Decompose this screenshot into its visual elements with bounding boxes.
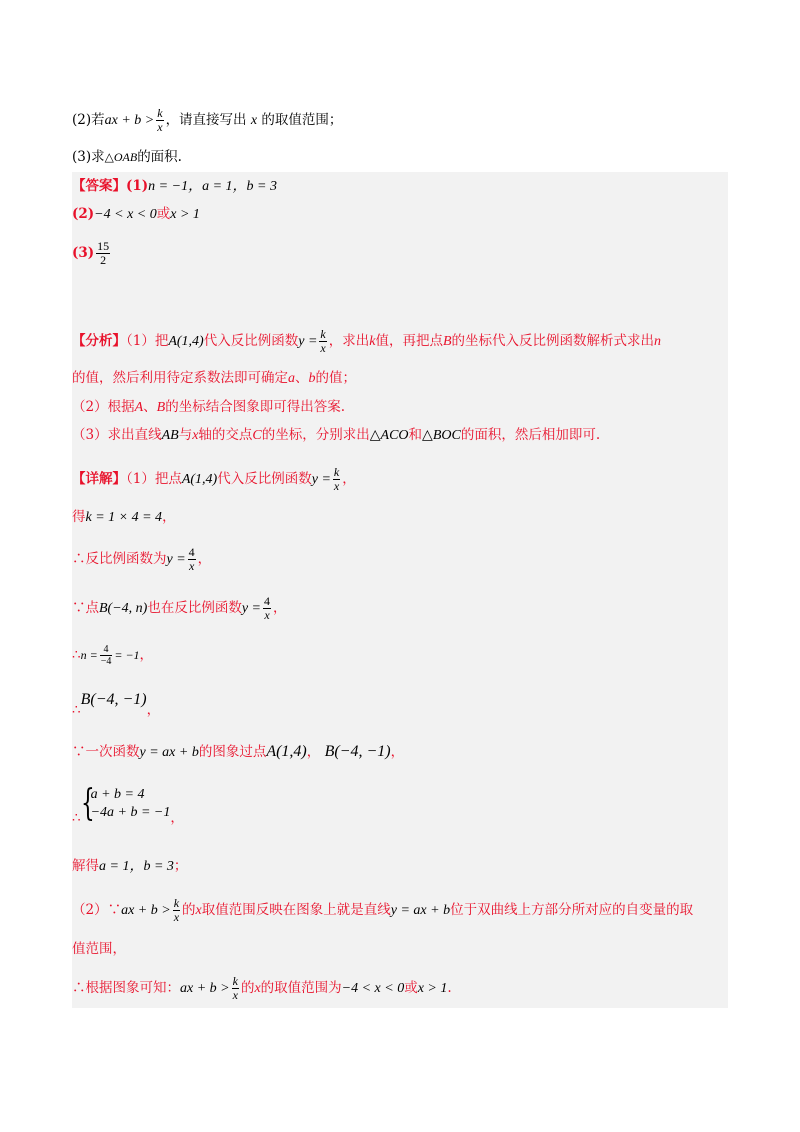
- answer-p2b: x > 1: [170, 207, 200, 222]
- analysis-line-2: 的值，然后利用待定系数法即可确定a、b的值；: [72, 370, 356, 386]
- q2-var: x: [250, 113, 258, 128]
- answer-p2a: −4 < x < 0: [94, 207, 157, 222]
- q3-triangle: △OAB: [104, 150, 138, 164]
- detail-line-2: 得k = 1 × 4 = 4，: [72, 509, 176, 525]
- answer-line-1: [72, 176, 277, 197]
- answer-p3-label: (3): [72, 245, 95, 261]
- q3-label: (3)求: [72, 149, 105, 165]
- detail-line-11: 值范围，: [72, 941, 126, 957]
- answer-p1: n = −1，a = 1，b = 3: [148, 179, 277, 194]
- answer-panel: [72, 172, 728, 1008]
- question-2: [72, 107, 342, 134]
- q2-label: (2)若: [72, 112, 105, 128]
- detail-line-1: 【详解】（1）把点A(1,4)代入反比例函数y = $\frac{k}{x}$ ，: [72, 465, 356, 493]
- answer-p2-or: 或: [156, 206, 171, 222]
- detail-line-8: ∴ { a + b = 4 −4a + b = −1 ，: [72, 783, 184, 826]
- detail-line-12: ∴根据图象可知：ax + b > $\frac{k}{x}$ 的x的取值范围为−4 < x < 0或x > 1.: [72, 974, 452, 1002]
- answer-p2-label: (2): [72, 206, 95, 222]
- q2-text: ，请直接写出: [165, 112, 247, 128]
- analysis-line-1: 【分析】（1）把A(1,4)代入反比例函数y = $\frac{k}{x}$ ，求出k值，再把点B的坐标代入反比例函数解析式求出n: [72, 327, 662, 355]
- equation-system: { a + b = 4 −4a + b = −1: [80, 783, 171, 824]
- detail-line-5: ∴n = $\frac{4}{-4}$ = −1，: [72, 644, 154, 667]
- q2-text2: 的取值范围；: [261, 112, 343, 128]
- answer-p3-fraction: $\frac{15}{2}$: [97, 239, 110, 267]
- answer-tag: 【答案】: [72, 178, 126, 194]
- analysis-line-3: （2）根据A、B的坐标结合图象即可得出答案.: [72, 399, 346, 415]
- analysis-tag: 【分析】: [72, 333, 126, 349]
- q3-text: 的面积.: [137, 149, 182, 165]
- detail-line-9: 解得a = 1，b = 3；: [72, 858, 188, 874]
- detail-tag: 【详解】: [72, 471, 126, 487]
- question-3: [72, 147, 182, 167]
- answer-line-3: [72, 240, 112, 267]
- answer-p1-label: (1): [126, 178, 149, 194]
- detail-line-10: （2）∵ax + b > $\frac{k}{x}$ 的x取值范围反映在图象上就是直线y = ax + b位于双曲线上方部分所对应的自变量的取: [72, 896, 694, 924]
- q2-inequality: ax + b >: [104, 113, 155, 128]
- answer-line-2: [72, 204, 200, 225]
- detail-line-4: ∵点B(−4, n)也在反比例函数y = $\frac{4}{x}$ ，: [72, 594, 287, 622]
- detail-line-7: ∵一次函数y = ax + b的图象过点A(1,4)， B(−4, −1)，: [72, 743, 405, 760]
- analysis-line-4: （3）求出直线AB与x轴的交点C的坐标，分别求出△ACO和△BOC的面积，然后相加即可.: [72, 427, 601, 443]
- detail-line-3: ∴反比例函数为y = $\frac{4}{x}$ ，: [72, 545, 212, 573]
- detail-line-6: ∴B(−4, −1)，: [72, 691, 161, 718]
- q2-fraction: $\frac{k}{x}$: [157, 106, 163, 134]
